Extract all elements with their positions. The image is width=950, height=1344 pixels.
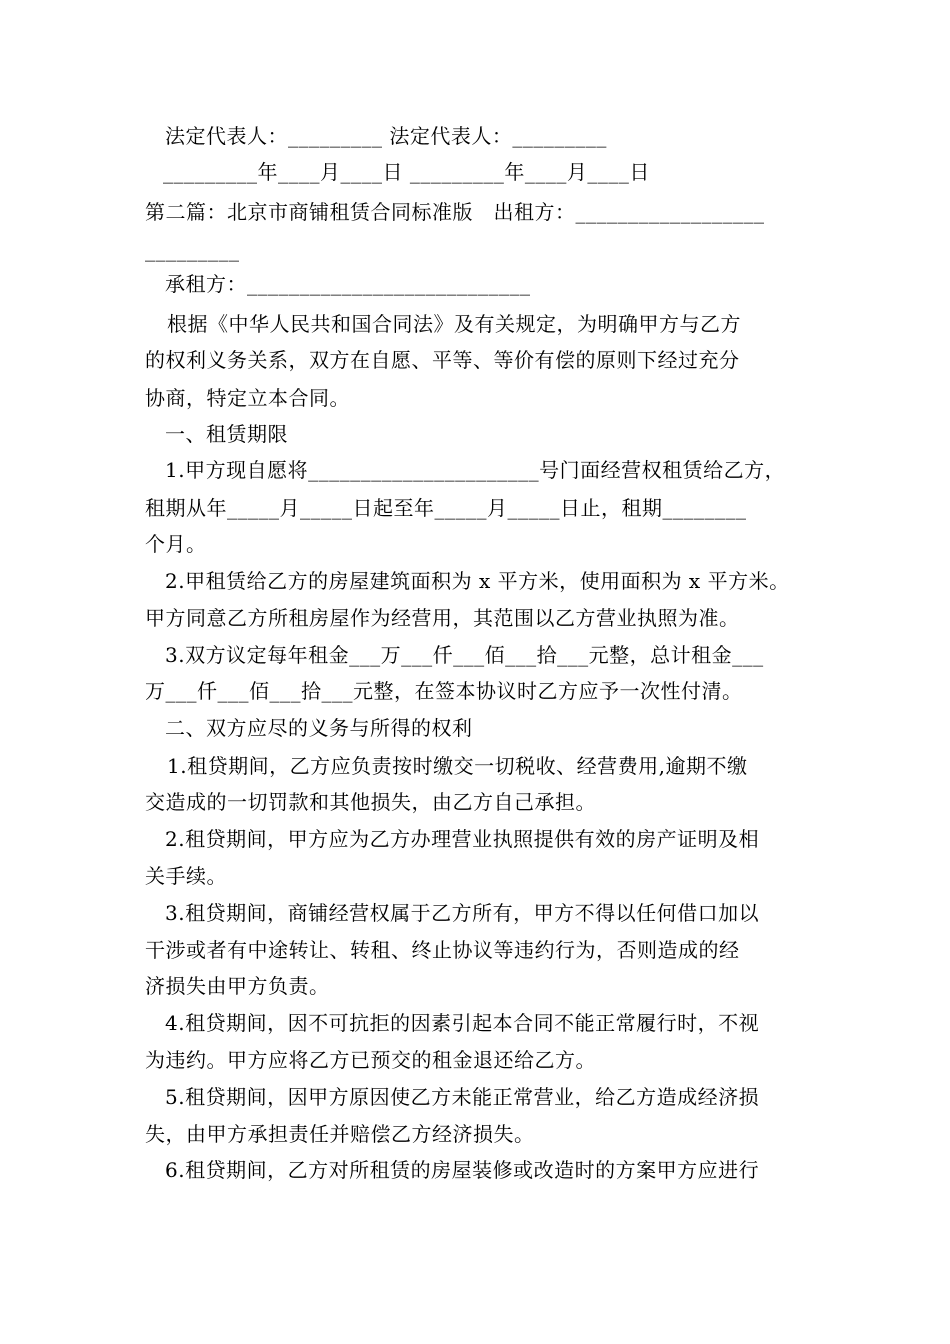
section-heading-obligations: 二、双方应尽的义务与所得的权利 xyxy=(165,716,473,740)
paragraph-line: 协商，特定立本合同。 xyxy=(145,386,350,410)
paragraph-line: 根据《中华人民共和国合同法》及有关规定，为明确甲方与乙方 xyxy=(167,312,741,336)
paragraph-line: 个月。 xyxy=(145,532,207,556)
paragraph-line: 3.双方议定每年租金___万___仟___佰___拾___元整，总计租金___ xyxy=(165,643,764,667)
blank-line: _________ xyxy=(145,238,240,262)
paragraph-line: 济损失由甲方负责。 xyxy=(145,974,330,998)
section-heading-term: 一、租赁期限 xyxy=(165,422,288,446)
paragraph-line: 万___仟___佰___拾___元整，在签本协议时乙方应予一次性付清。 xyxy=(145,679,743,703)
paragraph-line: 的权利义务关系，双方在自愿、平等、等价有偿的原则下经过充分 xyxy=(145,348,740,372)
paragraph-line: 甲方同意乙方所租房屋作为经营用，其范围以乙方营业执照为准。 xyxy=(145,606,740,630)
paragraph-line: 4.租贷期间，因不可抗拒的因素引起本合同不能正常履行时，不视 xyxy=(165,1011,760,1035)
paragraph-line: 干涉或者有中途转让、转租、终止协议等违约行为，否则造成的经 xyxy=(145,938,740,962)
paragraph-line: 1.甲方现自愿将______________________号门面经营权租赁给乙方， xyxy=(165,458,786,482)
section-heading-lessor-line: 第二篇：北京市商铺租赁合同标准版 出租方：__________________ xyxy=(145,200,765,224)
date-line: _________年____月____日 _________年____月____日 xyxy=(163,160,650,184)
paragraph-line: 3.租贷期间，商铺经营权属于乙方所有，甲方不得以任何借口加以 xyxy=(165,901,760,925)
paragraph-line: 5.租贷期间，因甲方原因使乙方未能正常营业，给乙方造成经济损 xyxy=(165,1085,760,1109)
paragraph-line: 为违约。甲方应将乙方已预交的租金退还给乙方。 xyxy=(145,1048,596,1072)
paragraph-line: 2.甲租赁给乙方的房屋建筑面积为 x 平方米，使用面积为 x 平方米。 xyxy=(165,569,790,593)
paragraph-line: 租期从年_____月_____日起至年_____月_____日止，租期________ xyxy=(145,496,747,520)
lessee-line: 承租方：___________________________ xyxy=(165,272,531,296)
paragraph-line: 6.租贷期间，乙方对所租赁的房屋装修或改造时的方案甲方应进行 xyxy=(165,1158,760,1182)
paragraph-line: 关手续。 xyxy=(145,864,227,888)
paragraph-line: 2.租贷期间，甲方应为乙方办理营业执照提供有效的房产证明及相 xyxy=(165,827,760,851)
paragraph-line: 交造成的一切罚款和其他损失，由乙方自己承担。 xyxy=(145,790,596,814)
paragraph-line: 失，由甲方承担责任并赔偿乙方经济损失。 xyxy=(145,1122,535,1146)
paragraph-line: 1.租贷期间，乙方应负责按时缴交一切税收、经营费用,逾期不缴 xyxy=(167,754,748,778)
representative-line: 法定代表人：_________ 法定代表人：_________ xyxy=(165,124,607,148)
